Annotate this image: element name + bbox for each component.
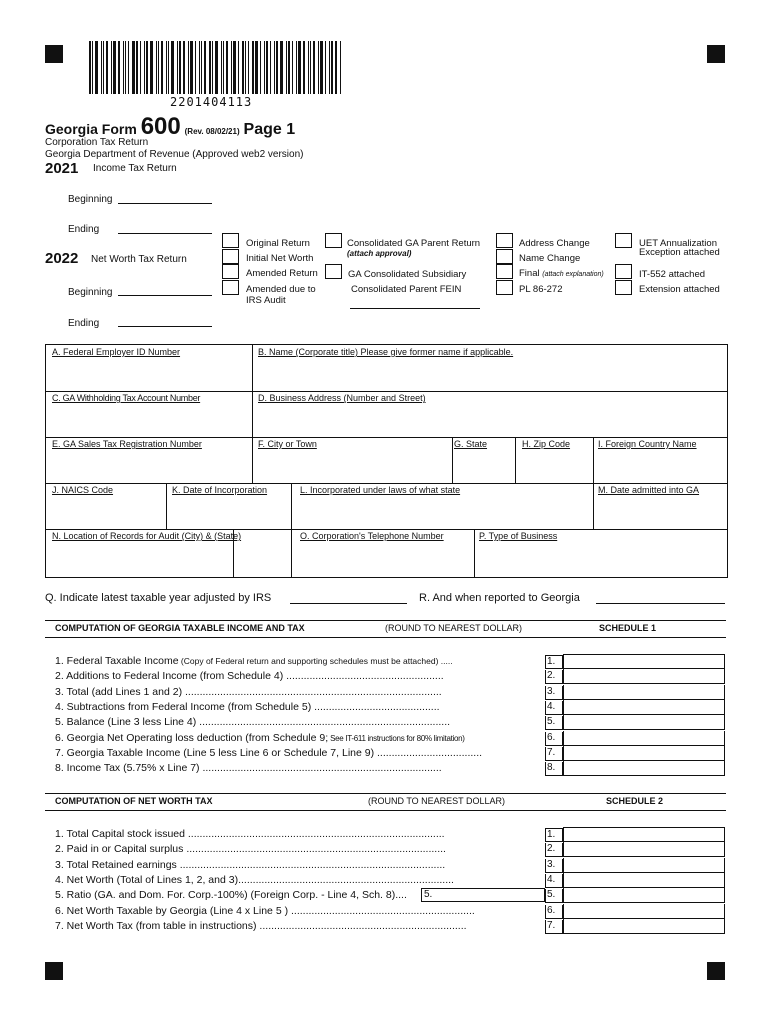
corporation-info-grid: [45, 344, 728, 578]
barcode-bar: [183, 41, 185, 94]
barcode-bar: [248, 41, 249, 94]
income-beginning-field[interactable]: [118, 203, 212, 204]
barcode-bar: [221, 41, 222, 94]
barcode-bar: [140, 41, 141, 94]
field-f-label: F. City or Town: [258, 439, 317, 449]
field-g-label: G. State: [454, 439, 488, 449]
barcode-bar: [212, 41, 213, 94]
amended-irs-audit-label-1: Amended due to: [246, 284, 316, 295]
schedule-1-line-3-amount[interactable]: [563, 685, 725, 700]
schedule-1-line-1-label: 1. Federal Taxable Income (Copy of Federal return and supporting schedules must be attached) .....: [55, 655, 453, 667]
barcode-bar: [320, 41, 323, 94]
networth-beginning-label: Beginning: [68, 287, 113, 298]
r-label: R. And when reported to Georgia: [419, 592, 580, 604]
schedule-2-line-6-label: 6. Net Worth Taxable by Georgia (Line 4 x Line 5 ) ...............................................................: [55, 904, 475, 917]
barcode-bar: [335, 41, 337, 94]
barcode-bar: [215, 41, 218, 94]
schedule-1-line-1-number: 1.: [545, 655, 563, 669]
parent-fein-label: Consolidated Parent FEIN: [351, 284, 462, 295]
field-c-label: C. GA Withholding Tax Account Number: [52, 393, 201, 403]
schedule-2-line-2-number: 2.: [545, 843, 563, 857]
barcode-bar: [113, 41, 116, 94]
initial-net-worth-label: Initial Net Worth: [246, 253, 314, 264]
networth-ending-label: Ending: [68, 318, 100, 329]
barcode-bar: [146, 41, 148, 94]
schedule-1-line-7-amount[interactable]: [563, 746, 725, 761]
barcode-bar: [158, 41, 159, 94]
barcode-bar: [226, 41, 228, 94]
schedule-2-line-7-amount[interactable]: [563, 919, 725, 934]
barcode-bar: [280, 41, 283, 94]
field-l-label: L. Incorporated under laws of what state: [300, 485, 461, 495]
barcode-bar: [106, 41, 108, 94]
barcode-bar: [292, 41, 293, 94]
barcode-bar: [260, 41, 261, 94]
barcode-bar: [156, 41, 157, 94]
barcode-bar: [128, 41, 129, 94]
schedule-2-ratio-field[interactable]: 5.: [421, 888, 545, 902]
barcode-bar: [188, 41, 189, 94]
amended-irs-audit-checkbox[interactable]: [222, 280, 239, 295]
barcode-bar: [89, 41, 91, 94]
barcode-bar: [288, 41, 290, 94]
it-552-checkbox[interactable]: [615, 264, 632, 279]
schedule-1-title: COMPUTATION OF GEORGIA TAXABLE INCOME AND TAX: [55, 623, 305, 633]
initial-net-worth-checkbox[interactable]: [222, 249, 239, 264]
schedule-2-title: COMPUTATION OF NET WORTH TAX: [55, 796, 213, 806]
schedule-1-line-4-amount[interactable]: [563, 700, 725, 715]
barcode-bar: [298, 41, 301, 94]
barcode-bar: [195, 41, 196, 94]
registration-mark-bottom-left: [45, 962, 63, 980]
income-ending-label: Ending: [68, 224, 100, 235]
schedule-1-line-5-label: 5. Balance (Line 3 less Line 4) ......................................................................................: [55, 716, 451, 729]
barcode-bar: [274, 41, 275, 94]
field-k-label: K. Date of Incorporation: [172, 485, 268, 495]
schedule-2-line-5-amount[interactable]: [563, 888, 725, 903]
registration-mark-top-right: [707, 45, 725, 63]
schedule-1-line-8-number: 8.: [545, 762, 563, 776]
barcode-bar: [329, 41, 330, 94]
schedule-2-line-4-label: 4. Net Worth (Total of Lines 1, 2, and 3)..........................................................................: [55, 873, 454, 886]
barcode-bar: [125, 41, 126, 94]
q-label: Q. Indicate latest taxable year adjusted by IRS: [45, 592, 272, 604]
schedule-1-line-6-label: 6. Georgia Net Operating loss deduction (from Schedule 9; See IT-611 instructions for 80% limitation): [55, 731, 465, 744]
uet-annualization-checkbox[interactable]: [615, 233, 632, 248]
schedule-1-line-7-label: 7. Georgia Taxable Income (Line 5 less Line 6 or Schedule 7, Line 9) ....................................: [55, 746, 483, 759]
barcode-bar: [144, 41, 145, 94]
schedule-1-line-8-amount[interactable]: [563, 761, 725, 776]
field-e-label: E. GA Sales Tax Registration Number: [52, 439, 202, 449]
barcode-bar: [190, 41, 193, 94]
field-d-label: D. Business Address (Number and Street): [258, 393, 426, 403]
registration-mark-top-left: [45, 45, 63, 63]
schedule-1-line-8-label: 8. Income Tax (5.75% x Line 7) ..................................................................................: [55, 762, 442, 775]
field-j-label: J. NAICS Code: [52, 485, 114, 495]
barcode-bar: [177, 41, 178, 94]
schedule-1-round-note: (ROUND TO NEAREST DOLLAR): [385, 623, 523, 633]
consolidated-parent-label: Consolidated GA Parent Return: [347, 238, 481, 249]
barcode-bar: [150, 41, 153, 94]
networth-ending-field[interactable]: [118, 326, 212, 327]
schedule-2-line-1-amount[interactable]: [563, 827, 725, 842]
q-field[interactable]: [290, 603, 407, 604]
schedule-2-line-5-label: 5. Ratio (GA. and Dom. For. Corp.-100%) (Foreign Corp. - Line 4, Sch. 8)....: [55, 889, 407, 902]
barcode-bar: [209, 41, 211, 94]
barcode-bar: [201, 41, 202, 94]
barcode-bar: [296, 41, 297, 94]
form-number: 600: [140, 113, 181, 140]
final-label: Final (attach explanation): [519, 268, 604, 279]
ga-consolidated-subsidiary-checkbox[interactable]: [325, 264, 342, 279]
schedule-2-label: SCHEDULE 2: [606, 796, 664, 806]
page-number: Page 1: [243, 121, 296, 138]
barcode-bar: [264, 41, 265, 94]
name-change-checkbox[interactable]: [496, 249, 513, 264]
field-o-label: O. Corporation's Telephone Number: [300, 531, 444, 541]
extension-label: Extension attached: [639, 284, 720, 295]
schedule-1-header: [45, 620, 726, 638]
barcode-bar: [252, 41, 254, 94]
address-change-label: Address Change: [519, 238, 590, 249]
attach-approval-note: (attach approval): [347, 249, 412, 258]
schedule-1-line-3-number: 3.: [545, 686, 563, 700]
schedule-2-line-7-number: 7.: [545, 920, 563, 934]
field-m-label: M. Date admitted into GA: [598, 485, 700, 495]
income-tax-label: Income Tax Return: [93, 163, 177, 174]
schedule-2-line-4-amount[interactable]: [563, 873, 725, 888]
barcode-bar: [171, 41, 174, 94]
barcode-bar: [245, 41, 246, 94]
name-change-label: Name Change: [519, 253, 581, 264]
barcode-bar: [276, 41, 278, 94]
barcode-bar: [231, 41, 232, 94]
schedule-1-line-1-amount[interactable]: [563, 654, 725, 669]
amended-return-checkbox[interactable]: [222, 264, 239, 279]
schedule-1-line-6-number: 6.: [545, 732, 563, 746]
barcode-bar: [92, 41, 93, 94]
amended-irs-audit-label-2: IRS Audit: [246, 295, 286, 306]
barcode-bar: [103, 41, 104, 94]
barcode-bar: [266, 41, 268, 94]
income-tax-year: 2021: [45, 160, 79, 177]
original-return-checkbox[interactable]: [222, 233, 239, 248]
field-i-label: I. Foreign Country Name: [598, 439, 697, 449]
barcode-bar: [166, 41, 167, 94]
barcode-bar: [340, 41, 341, 94]
schedule-1-line-6-amount[interactable]: [563, 731, 725, 746]
registration-mark-bottom-right: [707, 962, 725, 980]
consolidated-parent-checkbox[interactable]: [325, 233, 342, 248]
barcode-bar: [101, 41, 102, 94]
barcode-bar: [270, 41, 271, 94]
schedule-1-line-5-number: 5.: [545, 716, 563, 730]
barcode-bar: [331, 41, 333, 94]
form-subtitle-2: Georgia Department of Revenue (Approved web2 version): [45, 149, 304, 160]
schedule-2-line-1-number: 1.: [545, 828, 563, 842]
barcode-bar: [95, 41, 98, 94]
barcode-bar: [325, 41, 326, 94]
barcode-bar: [118, 41, 120, 94]
income-beginning-label: Beginning: [68, 194, 113, 205]
it-552-label: IT-552 attached: [639, 269, 706, 280]
barcode-number: 2201404113: [170, 95, 253, 109]
schedule-1-line-3-label: 3. Total (add Lines 1 and 2) ........................................................................................: [55, 685, 442, 698]
extension-checkbox[interactable]: [615, 280, 632, 295]
schedule-2-line-3-amount[interactable]: [563, 858, 725, 873]
r-field[interactable]: [596, 603, 725, 604]
uet-label-2: Exception attached: [639, 247, 720, 258]
schedule-1-line-2-number: 2.: [545, 670, 563, 684]
schedule-1-line-2-label: 2. Additions to Federal Income (from Schedule 4) ......................................................: [55, 670, 444, 683]
original-return-label: Original Return: [246, 238, 310, 249]
barcode-bar: [111, 41, 112, 94]
barcode-bar: [123, 41, 124, 94]
barcode-bar: [242, 41, 244, 94]
schedule-1-label: SCHEDULE 1: [599, 623, 657, 633]
parent-fein-field[interactable]: [350, 308, 480, 309]
barcode-bar: [286, 41, 287, 94]
barcode: [89, 41, 343, 94]
barcode-bar: [233, 41, 236, 94]
schedule-2-line-4-number: 4.: [545, 874, 563, 888]
barcode-bar: [132, 41, 135, 94]
schedule-1-line-4-number: 4.: [545, 701, 563, 715]
barcode-bar: [161, 41, 163, 94]
barcode-bar: [303, 41, 305, 94]
final-checkbox[interactable]: [496, 264, 513, 279]
ga-consolidated-subsidiary-label: GA Consolidated Subsidiary: [348, 269, 467, 280]
schedule-2-line-2-amount[interactable]: [563, 842, 725, 857]
barcode-bar: [308, 41, 309, 94]
schedule-2-round-note: (ROUND TO NEAREST DOLLAR): [368, 796, 506, 806]
income-ending-field[interactable]: [118, 233, 212, 234]
form-revision: (Rev. 08/02/21): [184, 127, 240, 136]
barcode-bar: [238, 41, 239, 94]
net-worth-year: 2022: [45, 250, 79, 267]
barcode-bar: [204, 41, 206, 94]
schedule-1-line-2-amount[interactable]: [563, 669, 725, 684]
pl-86-272-checkbox[interactable]: [496, 280, 513, 295]
barcode-bar: [318, 41, 319, 94]
schedule-2-line-3-number: 3.: [545, 859, 563, 873]
schedule-1-line-4-label: 4. Subtractions from Federal Income (from Schedule 5) ...........................................: [55, 700, 440, 713]
schedule-2-line-2-label: 2. Paid in or Capital surplus .........................................................................................: [55, 843, 446, 856]
barcode-bar: [313, 41, 315, 94]
net-worth-label: Net Worth Tax Return: [91, 254, 187, 265]
schedule-1-line-7-number: 7.: [545, 747, 563, 761]
barcode-bar: [223, 41, 224, 94]
field-n-label: N. Location of Records for Audit (City) & (State): [52, 531, 242, 541]
networth-beginning-field[interactable]: [118, 295, 212, 296]
schedule-2-line-6-number: 6.: [545, 905, 563, 919]
amended-return-label: Amended Return: [246, 268, 318, 279]
schedule-1-line-5-amount[interactable]: [563, 715, 725, 730]
barcode-bar: [310, 41, 311, 94]
schedule-2-header: [45, 793, 726, 811]
schedule-2-line-1-label: 1. Total Capital stock issued ........................................................................................: [55, 828, 445, 840]
schedule-2-line-6-amount[interactable]: [563, 904, 725, 919]
field-h-label: H. Zip Code: [522, 439, 571, 449]
barcode-bar: [179, 41, 181, 94]
barcode-bar: [168, 41, 169, 94]
uet-label-1: UET Annualization: [639, 238, 717, 249]
field-b-label: B. Name (Corporate title) Please give former name if applicable.: [258, 347, 514, 357]
pl-86-272-label: PL 86-272: [519, 284, 563, 295]
barcode-bar: [199, 41, 200, 94]
barcode-bar: [136, 41, 138, 94]
field-a-label: A. Federal Employer ID Number: [52, 347, 181, 357]
field-p-label: P. Type of Business: [479, 531, 558, 541]
address-change-checkbox[interactable]: [496, 233, 513, 248]
barcode-bar: [255, 41, 258, 94]
schedule-2-line-5-number: 5.: [545, 889, 563, 903]
schedule-2-line-7-label: 7. Net Worth Tax (from table in instructions) .......................................................................: [55, 919, 467, 932]
form-subtitle-1: Corporation Tax Return: [45, 137, 149, 148]
form-prefix: Georgia Form: [45, 121, 137, 137]
schedule-2-line-3-label: 3. Total Retained earnings ...........................................................................................: [55, 858, 446, 871]
